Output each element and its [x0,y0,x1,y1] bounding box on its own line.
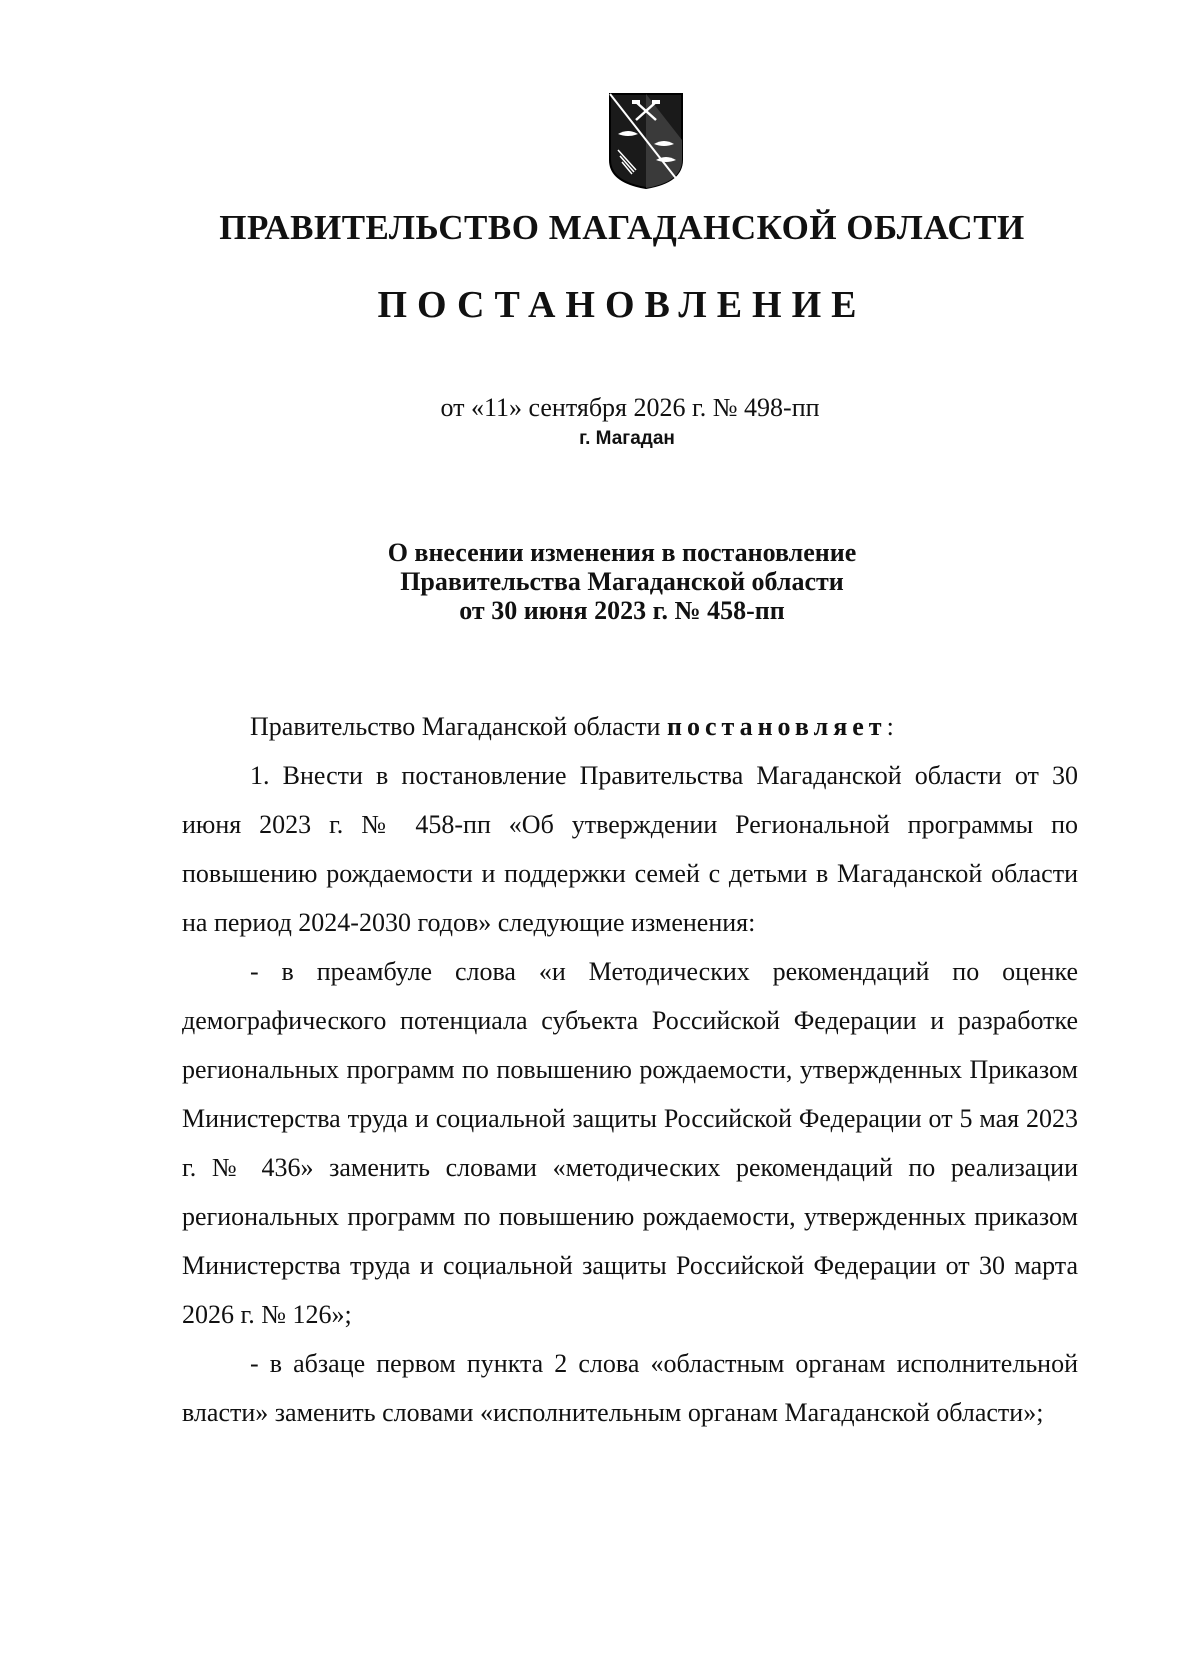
subject-line-1: О внесении изменения в постановление [387,538,857,567]
document-body [182,702,1078,1437]
coat-of-arms-icon [606,90,686,190]
item-1-paragraph: 1. Внести в постановление Правительства Магаданской области от 30 июня 2023 г. № 458-пп «Об утверждении Региональной программы по повышению рождаемости и поддержки семей с детьми в Магаданской области на период 2024-2030 годов» следующие изменения: [182,761,1078,937]
change-1-paragraph: - в преамбуле слова «и Методических рекомендаций по оценке демографического потенциала субъекта Российской Федерации и разработке региональных программ по повышению рождаемости, утвержденных Приказом Министерства труда и социальной защиты Российской Федерации от 5 мая 2023 г. № 436» заменить словами «методических рекомендаций по реализации региональных программ по повышению рождаемости, утвержденных приказом Министерства труда и социальной защиты Российской Федерации от 30 марта 2026 г. № 126»; [182,957,1078,1329]
intro-paragraph [182,702,1078,751]
intro-decrees: постановляет [666,712,887,741]
intro-suffix: : [886,712,894,741]
subject-line-2: Правительства Магаданской области [400,567,844,596]
change-2-paragraph: - в абзаце первом пункта 2 слова «областным органам исполнительной власти» заменить словами «исполнительным органам Магаданской области»; [182,1349,1078,1427]
intro-prefix: Правительство Магаданской области [250,712,661,741]
document-subject [0,538,1200,625]
document-city: г. Магадан [579,428,675,449]
government-title: ПРАВИТЕЛЬСТВО МАГАДАНСКОЙ ОБЛАСТИ [219,208,1025,247]
document-type-title: ПОСТАНОВЛЕНИЕ [377,284,867,326]
document-date-number: от «11» сентября 2026 г. № 498-пп [440,393,820,422]
subject-line-3: от 30 июня 2023 г. № 458-пп [459,596,785,625]
